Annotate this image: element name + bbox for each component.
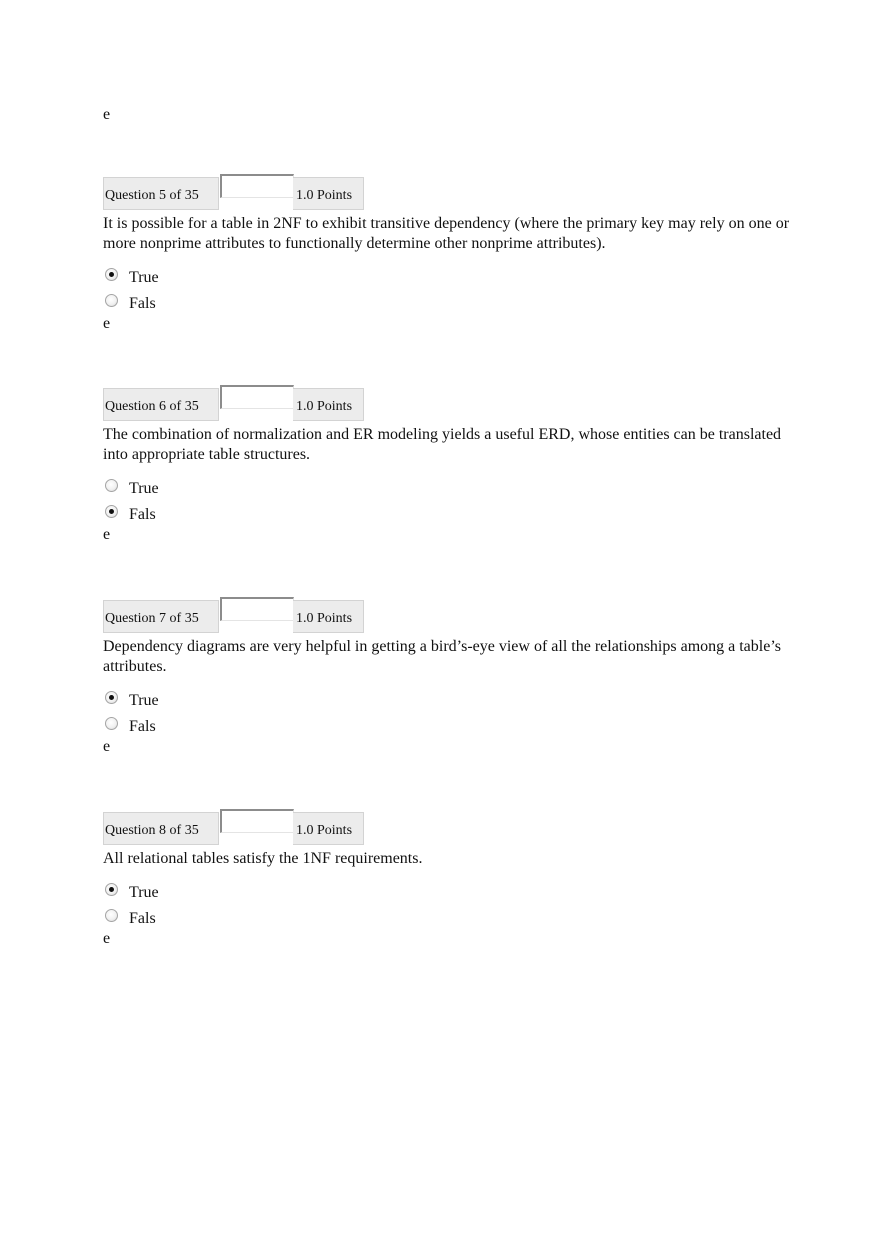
- option-wrap-fragment: e: [103, 526, 111, 543]
- option-label: Fals: [129, 506, 156, 523]
- score-box: [220, 809, 294, 833]
- option-true[interactable]: [103, 479, 803, 505]
- score-box: [220, 385, 294, 409]
- question-points: 1.0 Points: [293, 600, 364, 633]
- radio-button[interactable]: [105, 479, 118, 492]
- question-points: 1.0 Points: [293, 812, 364, 845]
- question-block: [103, 809, 803, 948]
- option-false[interactable]: [103, 717, 803, 743]
- question-number: Question 8 of 35: [103, 812, 219, 845]
- question-header: [103, 597, 803, 635]
- radio-button[interactable]: [105, 909, 118, 922]
- option-label: Fals: [129, 910, 156, 927]
- question-block: [103, 385, 803, 544]
- question-number: Question 7 of 35: [103, 600, 219, 633]
- option-label: True: [129, 480, 159, 497]
- option-false[interactable]: [103, 505, 803, 531]
- option-label: True: [129, 692, 159, 709]
- option-true[interactable]: [103, 883, 803, 909]
- radio-button[interactable]: [105, 717, 118, 730]
- answer-options: [103, 883, 803, 935]
- option-false[interactable]: [103, 909, 803, 935]
- option-label: Fals: [129, 295, 156, 312]
- question-block: [103, 174, 803, 333]
- radio-button[interactable]: [105, 294, 118, 307]
- answer-options: [103, 268, 803, 320]
- option-true[interactable]: [103, 268, 803, 294]
- question-header: [103, 809, 803, 847]
- question-text: Dependency diagrams are very helpful in getting a bird’s-eye view of all the relationships among a table’s attributes.: [103, 638, 781, 675]
- question-header: [103, 385, 803, 423]
- answer-options: [103, 691, 803, 743]
- option-wrap-fragment: e: [103, 315, 111, 332]
- option-false[interactable]: [103, 294, 803, 320]
- question-block: [103, 597, 803, 756]
- question-number: Question 5 of 35: [103, 177, 219, 210]
- question-points: 1.0 Points: [293, 177, 364, 210]
- question-points: 1.0 Points: [293, 388, 364, 421]
- question-text: All relational tables satisfy the 1NF requirements.: [103, 850, 423, 867]
- top-wrap-fragment: e: [103, 106, 111, 123]
- score-box: [220, 174, 294, 198]
- question-text: It is possible for a table in 2NF to exhibit transitive dependency (where the primary key may rely on one or more nonprime attributes to functionally determine other nonprime attributes).: [103, 215, 790, 252]
- radio-button[interactable]: [105, 883, 118, 896]
- option-label: Fals: [129, 718, 156, 735]
- radio-button[interactable]: [105, 505, 118, 518]
- answer-options: [103, 479, 803, 531]
- score-box: [220, 597, 294, 621]
- option-true[interactable]: [103, 691, 803, 717]
- question-header: [103, 174, 803, 212]
- question-text: The combination of normalization and ER modeling yields a useful ERD, whose entities can be translated into appropriate table structures.: [103, 426, 782, 463]
- option-label: True: [129, 884, 159, 901]
- option-wrap-fragment: e: [103, 738, 111, 755]
- radio-button[interactable]: [105, 268, 118, 281]
- option-wrap-fragment: e: [103, 930, 111, 947]
- radio-button[interactable]: [105, 691, 118, 704]
- question-number: Question 6 of 35: [103, 388, 219, 421]
- option-label: True: [129, 269, 159, 286]
